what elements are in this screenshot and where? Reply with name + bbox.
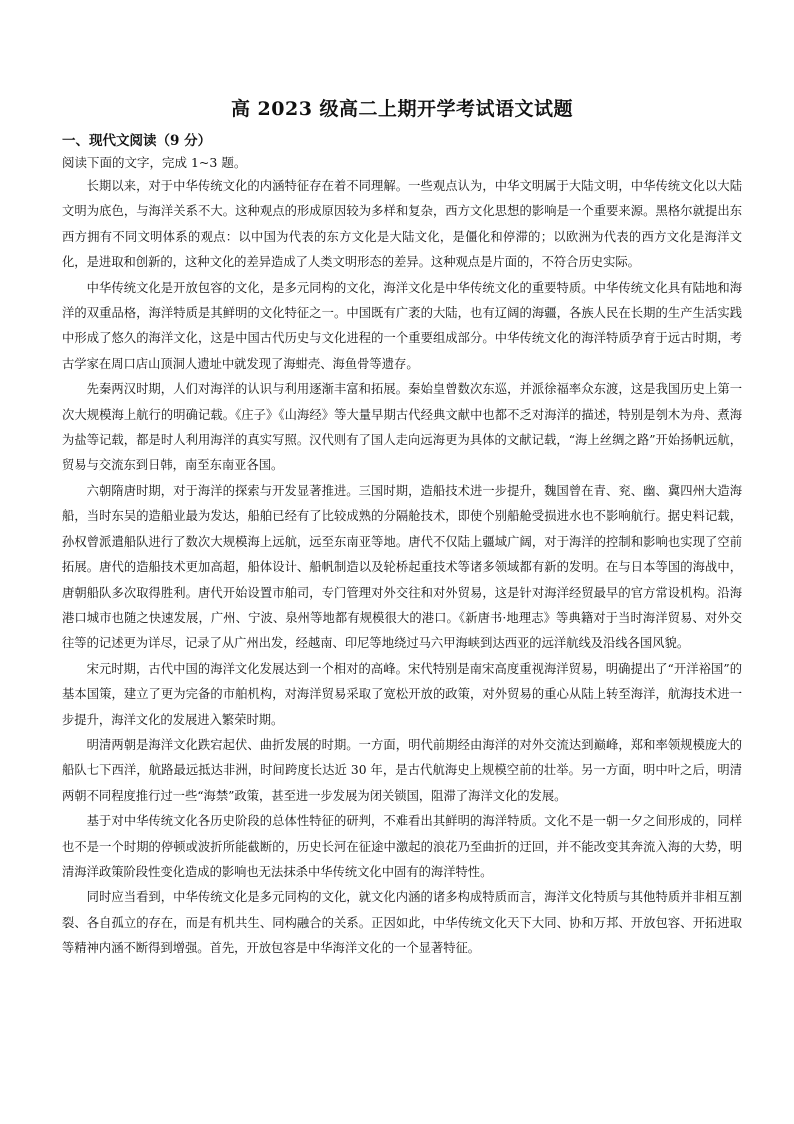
reading-passage <box>62 174 742 962</box>
passage-paragraph-7: 基于对中华传统文化各历史阶段的总体性特征的研判，不难看出其鲜明的海洋特质。文化不是一朝一夕之间形成的，同样也不是一个时期的停顿或波折所能截断的，历史长河在征途中激起的浪花乃至曲折的迂回，并不能改变其奔流入海的大势，明清海洋政策阶段性变化造成的影响也无法抹杀中华传统文化中固有的海洋特性。 <box>62 814 742 879</box>
passage-paragraph-8: 同时应当看到，中华传统文化是多元同构的文化，就文化内涵的诸多构成特质而言，海洋文化特质与其他特质并非相互割裂、各自孤立的存在，而是有机共生、同构融合的关系。正因如此，中华传统文化天下大同、协和万邦、开放包容、开拓进取等精神内涵不断得到增强。首先，开放包容是中华海洋文化的一个显著特征。 <box>62 890 742 956</box>
passage-paragraph-1: 长期以来，对于中华传统文化的内涵特征存在着不同理解。一些观点认为，中华文明属于大陆文明，中华传统文化以大陆文明为底色，与海洋关系不大。这种观点的形成原因较为多样和复杂，西方文化思想的影响是一个重要来源。黑格尔就提出东西方拥有不同文明体系的观点：以中国为代表的东方文化是大陆文化，是僵化和停滞的；以欧洲为代表的西方文化是海洋文化，是进取和创新的，这种文化的差异造成了人类文明形态的差异。这种观点是片面的，不符合历史实际。 <box>62 179 742 270</box>
section-heading: 一、现代文阅读（9 分） <box>62 133 212 149</box>
passage-paragraph-3: 先秦两汉时期，人们对海洋的认识与利用逐渐丰富和拓展。秦始皇曾数次东巡，并派徐福率众东渡，这是我国历史上第一次大规模海上航行的明确记载。《庄子》《山海经》等大量早期古代经典文献中也都不乏对海洋的描述，特别是刳木为舟、煮海为盐等记载，都是时人利用海洋的真实写照。汉代则有了国人走向远海更为具体的文献记载，“海上丝绸之路”开始扬帆远航，贸易与交流东到日韩，南至东南亚各国。 <box>62 382 742 473</box>
passage-paragraph-2: 中华传统文化是开放包容的文化，是多元同构的文化，海洋文化是中华传统文化的重要特质。中华传统文化具有陆地和海洋的双重品格，海洋特质是其鲜明的文化特征之一。中国既有广袤的大陆，也有辽阔的海疆，各族人民在长期的生产生活实践中形成了悠久的海洋文化，这是中国古代历史与文化进程的一个重要组成部分。中华传统文化的海洋特质孕育于远古时期，考古学家在周口店山顶洞人遗址中就发现了海蚶壳、海鱼骨等遗存。 <box>62 280 742 371</box>
exam-title: 高 2023 级高二上期开学考试语文试题 <box>230 98 574 120</box>
passage-paragraph-4: 六朝隋唐时期，对于海洋的探索与开发显著推进。三国时期，造船技术进一步提升，魏国曾在青、兖、幽、冀四州大造海船，当时东吴的造船业最为发达，船舶已经有了比较成熟的分隔舱技术，即使个别船舱受损进水也不影响航行。据史料记载，孙权曾派遣船队进行了数次大规模海上远航，远至东南亚等地。唐代不仅陆上疆域广阔，对于海洋的控制和影响也实现了空前拓展。唐代的造船技术更加高超，船体设计、船帆制造以及轮桥起重技术等诸多领域都有新的发明。在与日本等国的海战中，唐朝船队多次取得胜利。唐代开始设置市舶司，专门管理对外交往和对外贸易，这是针对海洋经贸最早的官方常设机构。沿海港口城市也随之快速发展，广州、宁波、泉州等地都有规模很大的港口。《新唐书·地理志》等典籍对于当时海洋贸易、对外交往等的记述更为详尽，记录了从广州出发，经越南、印尼等地绕过马六甲海峡到达西亚的远洋航线及沿线各国风貌。 <box>62 483 742 651</box>
passage-paragraph-5: 宋元时期，古代中国的海洋文化发展达到一个相对的高峰。宋代特别是南宋高度重视海洋贸易，明确提出了“开洋裕国”的基本国策，建立了更为完备的市舶机构，对海洋贸易采取了宽松开放的政策，对外贸易的重心从陆上转至海洋，航海技术进一步提升，海洋文化的发展进入繁荣时期。 <box>62 661 742 727</box>
passage-paragraph-6: 明清两朝是海洋文化跌宕起伏、曲折发展的时期。一方面，明代前期经由海洋的对外交流达到巅峰，郑和率领规模庞大的船队七下西洋，航路最远抵达非洲，时间跨度长达近 30 年，是古代航海史上规模空前的壮举。另一方面，明中叶之后，明清两朝不同程度推行过一些“海禁”政策，甚至进一步发展为闭关锁国，阻滞了海洋文化的发展。 <box>62 737 742 803</box>
reading-instruction: 阅读下面的文字，完成 1~3 题。 <box>62 155 247 170</box>
